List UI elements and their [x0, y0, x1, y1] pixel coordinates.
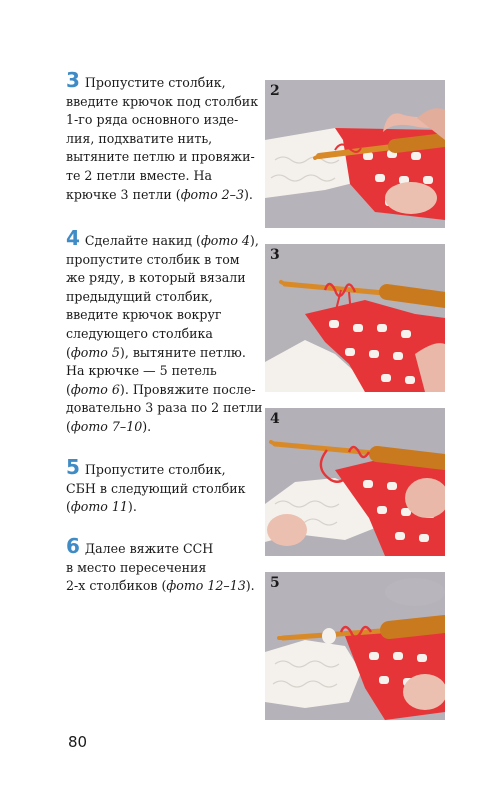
photo-reference: фото 11 — [70, 499, 128, 515]
step-text: следующего столбика — [66, 325, 213, 341]
step-text-line — [66, 344, 258, 363]
photo-reference: фото 2–3 — [180, 186, 244, 202]
step-number: 5 — [66, 455, 80, 479]
photo-2 — [265, 80, 445, 228]
step-text: ( — [66, 381, 71, 397]
step-text: ( — [66, 418, 71, 434]
step-text-line — [66, 186, 258, 205]
step-text-line — [66, 167, 258, 186]
step-number: 6 — [66, 534, 80, 558]
step-text: ). — [244, 186, 253, 202]
step-text-line — [66, 269, 258, 288]
step-text-line — [66, 111, 258, 130]
photo-label: 3 — [270, 247, 280, 263]
step-text-line — [66, 130, 258, 149]
step-text: пропустите столбик в том — [66, 251, 240, 267]
photo-label: 2 — [270, 83, 280, 99]
step-text-line — [66, 399, 263, 418]
step-text-line — [66, 288, 258, 307]
step-text-line — [66, 228, 258, 251]
step-text: Пропустите столбик, — [84, 75, 226, 90]
step-text-line — [66, 70, 258, 93]
step-text: Далее вяжите ССН — [84, 541, 214, 556]
step-text: в место пересечения — [66, 559, 207, 575]
crochet-photo-illustration — [265, 80, 445, 228]
step-text: ). — [245, 578, 255, 594]
photo-reference: фото 12–13 — [166, 578, 246, 594]
step-text-line — [66, 498, 258, 517]
step-text: На крючке — 5 петель — [66, 363, 217, 379]
step-number: 4 — [66, 226, 80, 250]
step-text: довательно 3 раза по 2 петли — [66, 400, 263, 416]
step-text: введите крючок вокруг — [66, 307, 222, 323]
crochet-photo-illustration — [265, 244, 445, 392]
step-text-line — [66, 577, 258, 596]
step-text: ). — [142, 418, 152, 434]
step-text: ( — [66, 499, 71, 515]
photo-reference: фото 4 — [200, 233, 250, 248]
step-5 — [66, 457, 258, 517]
step-text-line — [66, 457, 258, 480]
crochet-photo-illustration — [265, 408, 445, 556]
page-number: 80 — [68, 733, 88, 751]
step-text: Сделайте накид ( — [84, 233, 201, 248]
photo-4 — [265, 408, 445, 556]
step-3 — [66, 70, 258, 204]
photo-label: 4 — [270, 411, 280, 427]
step-text-line — [66, 93, 258, 112]
photo-label: 5 — [270, 575, 280, 591]
step-text: введите крючок под столбик — [66, 93, 259, 109]
step-text-line — [66, 480, 258, 499]
step-text: ( — [66, 344, 71, 360]
step-text-line — [66, 362, 258, 381]
step-number: 3 — [66, 68, 80, 92]
step-text: ), — [249, 233, 259, 248]
step-4 — [66, 226, 263, 437]
step-text: вытяните петлю и провяжи- — [66, 149, 255, 165]
step-text: предыдущий столбик, — [66, 288, 213, 304]
step-text-line — [66, 325, 258, 344]
step-text: ). Провяжите после- — [119, 381, 256, 397]
step-text: ). — [127, 499, 137, 515]
photo-3 — [265, 244, 445, 392]
step-text-line — [66, 559, 258, 578]
step-text: 2-х столбиков ( — [66, 578, 167, 594]
crochet-photo-illustration — [265, 572, 445, 720]
step-text-line — [66, 148, 258, 167]
photo-5 — [265, 572, 445, 720]
step-text: СБН в следующий столбик — [66, 480, 246, 496]
step-text: крючке 3 петли ( — [66, 186, 181, 202]
step-text-line — [66, 536, 258, 559]
photo-reference: фото 5 — [70, 344, 120, 360]
step-text: ), вытяните петлю. — [119, 344, 246, 360]
photo-reference: фото 7–10 — [70, 418, 143, 434]
step-text: Пропустите столбик, — [84, 462, 226, 477]
photo-reference: фото 6 — [70, 381, 120, 397]
step-text-line — [66, 418, 258, 437]
step-text: 1-го ряда основного изде- — [66, 112, 239, 128]
step-text: же ряду, в который вязали — [66, 270, 246, 286]
step-text: лия, подхватите нить, — [66, 130, 213, 146]
step-text-line — [66, 306, 258, 325]
step-6 — [66, 536, 258, 596]
step-text-line — [66, 381, 258, 400]
step-text-line — [66, 251, 258, 270]
step-text: те 2 петли вместе. На — [66, 167, 212, 183]
